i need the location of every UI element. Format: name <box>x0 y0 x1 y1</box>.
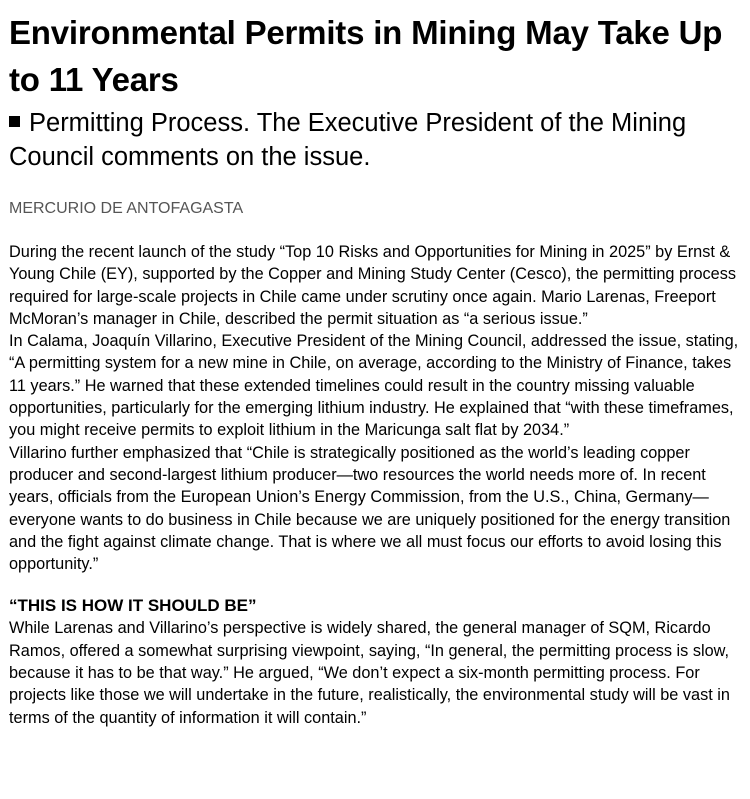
article <box>9 0 747 729</box>
square-bullet-icon <box>9 116 20 127</box>
section-paragraph: While Larenas and Villarino’s perspective is widely shared, the general manager of SQM, Ricardo Ramos, offered a somewhat surprising viewpoint, saying, “In general, the permitting process is slow, because it has to be that way.” He argued, “We don’t expect a six-month permitting process. For projects like those we will undertake in the future, realistically, the environmental study will be vast in terms of the quantity of information it will contain.” <box>9 619 730 727</box>
article-body <box>9 241 747 729</box>
article-subheadline <box>9 106 747 174</box>
paragraph-2: In Calama, Joaquín Villarino, Executive President of the Mining Council, addressed the issue, stating, “A permitting system for a new mine in Chile, on average, according to the Ministry of Finance, takes 11 years.” He warned that these extended timelines could result in the country missing valuable opportunities, particularly for the emerging lithium industry. He explained that “with these timeframes, you might receive permits to exploit lithium in the Maricunga salt flat by 2034.” <box>9 332 739 440</box>
subheadline-text: Permitting Process. The Executive President of the Mining Council comments on the issue. <box>9 109 687 171</box>
article-headline: Environmental Permits in Mining May Take Up to 11 Years <box>9 14 723 98</box>
paragraph-3: Villarino further emphasized that “Chile is strategically positioned as the world’s leading copper producer and second-largest lithium producer—two resources the world needs more of. In recent years, officials from the European Union’s Energy Commission, from the U.S., China, Germany—everyone wants to do business in Chile because we are uniquely positioned for the energy transition and the fight against climate change. That is where we all must focus our efforts to avoid losing this opportunity.” <box>9 443 731 574</box>
section-title: “THIS IS HOW IT SHOULD BE” <box>9 596 257 616</box>
article-source: MERCURIO DE ANTOFAGASTA <box>9 200 244 217</box>
paragraph-1: During the recent launch of the study “Top 10 Risks and Opportunities for Mining in 2025” by Ernst & Young Chile (EY), supported by the Copper and Mining Study Center (Cesco), the permitting process required for large-scale projects in Chile came under scrutiny once again. Mario Larenas, Freeport McMoran’s manager in Chile, described the permit situation as “a serious issue.” <box>9 243 737 328</box>
